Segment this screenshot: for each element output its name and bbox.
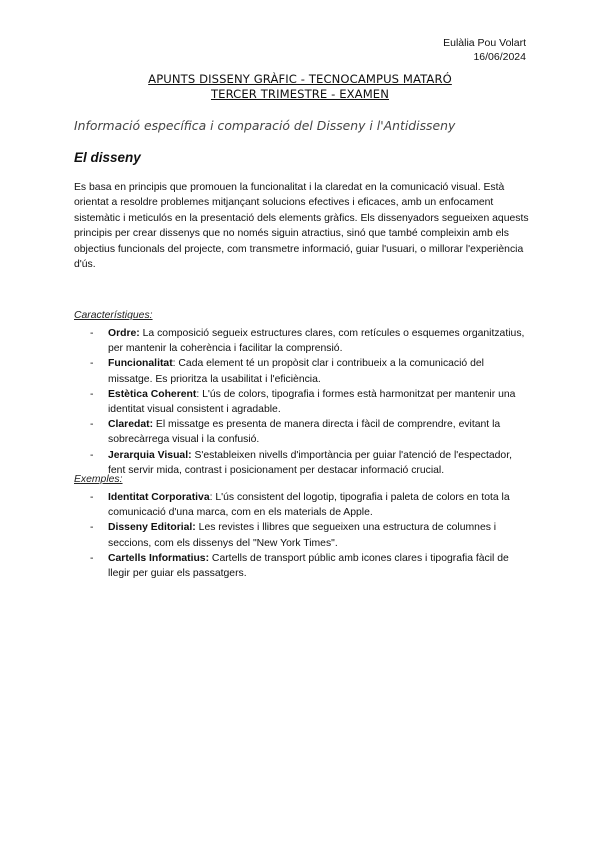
item-term: Claredat: [108,419,154,431]
dash-bullet: - [90,492,94,503]
section-heading: El disseny [74,150,141,165]
list-item [90,448,530,478]
dash-bullet: - [90,552,94,564]
author-name: Eulàlia Pou Volart [443,37,526,49]
dash-bullet: - [90,358,94,370]
item-term: Disseny Editorial: [108,522,196,534]
item-text: : L'ús de colors, tipografia i formes està harmonitzat per mantenir una identitat visual consistent i agradable. [108,388,516,416]
dash-bullet: - [90,419,94,431]
dash-bullet: - [90,449,94,461]
item-text: : L'ús consistent del logotip, tipografia i paleta de colors en tota la comunicació d'una marca, com en els materials de Apple. [108,492,510,519]
list-item [90,551,530,581]
document-date: 16/06/2024 [473,51,526,63]
title-line-1: APUNTS DISSENY GRÀFIC - TECNOCAMPUS MATARÓ [148,72,452,86]
examples-label: Exemples: [74,474,123,485]
item-term: Estètica Coherent [108,388,197,400]
item-term: Funcionalitat [108,358,173,370]
list-item [90,520,530,550]
item-text: Cartells de transport públic amb icones clares i tipografia fàcil de llegir per guiar els passatgers. [108,552,509,580]
item-term: Cartells Informatius: [108,552,210,564]
list-item [90,326,530,356]
document-title [0,72,600,102]
list-item [90,417,530,447]
item-text: La composició segueix estructures clares, com retícules o esquemes organitzatius, per mantenir la coherència i facilitar la comprensió. [108,328,525,355]
characteristics-label: Característiques: [74,310,153,321]
list-item [90,356,530,386]
item-text: Les revistes i llibres que segueixen una estructura de columnes i seccions, com els dissenys del "New York Times". [108,522,497,549]
item-term: Jerarquia Visual: [108,449,192,461]
item-term: Identitat Corporativa [108,492,210,503]
list-item [90,387,530,417]
dash-bullet: - [90,388,94,400]
examples-list [90,490,530,581]
item-text: S'estableixen nivells d'importància per guiar l'atenció de l'espectador, fent servir mida, contrast i posicionament per destacar informació crucial. [108,449,512,476]
title-line-2: TERCER TRIMESTRE - EXAMEN [210,87,389,101]
item-text: : Cada element té un propòsit clar i contribueix a la comunicació del missatge. Es prioritza la usabilitat i l'eficiència. [108,358,484,385]
document-subtitle: Informació específica i comparació del Disseny i l'Antidisseny [74,118,456,133]
item-text: El missatge es presenta de manera directa i fàcil de comprendre, evitant la sobrecàrrega visual i la confusió. [108,419,501,446]
dash-bullet: - [90,522,94,534]
dash-bullet: - [90,328,94,339]
author-block [443,36,526,64]
intro-paragraph: Es basa en principis que promouen la funcionalitat i la claredat en la comunicació visual. Està orientat a resoldre problemes mitjançant solucions efectives i eficaces, amb un enfocament sistemàtic i meticulós en la presentació dels elements gràfics. Els dissenyadors segueixen aquests principis per crear dissenys que no només siguin atractius, sinó que també compleixin amb els objectius funcionals del projecte, com transmetre informació, guiar l'usuari, o millorar l'experiència d'ús. [74,182,529,271]
list-item [90,490,530,520]
item-term: Ordre: [108,328,140,339]
characteristics-list [90,326,530,478]
